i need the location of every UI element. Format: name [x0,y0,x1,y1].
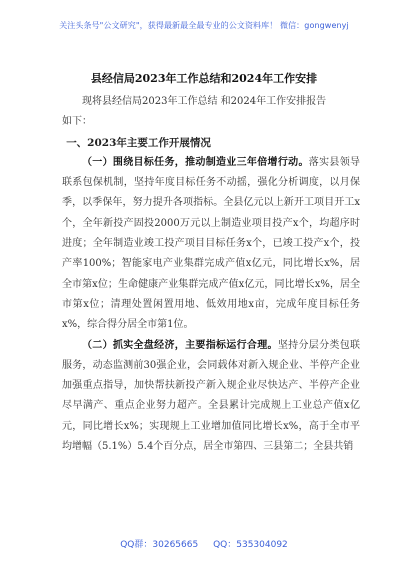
intro-line-1: 现将县经信局2023年工作总结 和2024年工作安排报告 [82,96,327,107]
paragraph-1 [62,153,360,336]
paragraph-2 [62,336,360,458]
footer-contact [0,537,408,550]
paragraph-2-title: （二）抓实全盘经济，主要指标运行合理。 [82,339,278,351]
footer-qq-group: QQ群：30265665 [120,540,199,550]
paragraph-1-title: （一）围绕目标任务，推动制造业三年倍增行动。 [82,156,309,168]
section-1-heading: 一、2023年主要工作开展情况 [66,136,211,149]
document-title: 县经信局2023年工作总结和2024年工作安排 [90,72,318,85]
document-body [62,92,360,457]
paragraph-1-body: 落实县领导联系包保机制，坚持年度目标任务不动摇，强化分析调度，以月保季，以季保年，努力提升各项指标。全县亿元以上新开工项目开工x个，全年新投产固投2000万元以上制造业项目投产x个，均超序时进度；全年制造业竣工投产项目目标任务x个，已竣工投产x个，投产率100%；智能家电产业集群完成产值x亿元，同比增长x%，居全市第x位；生命健康产业集群完成产值x亿元，同比增长x%，居全市第x位；清理处置闲置用地、低效用地x亩，完成年度目标任务x%，综合得分居全市第1位。 [62,156,361,331]
footer-qq: QQ：535304092 [213,540,288,550]
intro-line-2: 如下： [62,116,92,128]
paragraph-2-body: 坚持分层分类包联服务，动态监测前30强企业，会同载体对新入规企业、半停产企业加强重点指导，加快帮扶新投产新入规企业尽快达产、半停产企业尽早满产、重点企业努力超产。全县累计完成规上工业总产值x亿元，同比增长x%；实现规上工业增加值同比增长x%，高于全市平均增幅（5.1%）5.4个百分点，居全市第四、三县第二；全县共销 [62,339,361,453]
header-banner: 关注头条号"公文研究"，获得最新最全最专业的公文资料库！ 微信：gongwenyj [59,21,349,30]
